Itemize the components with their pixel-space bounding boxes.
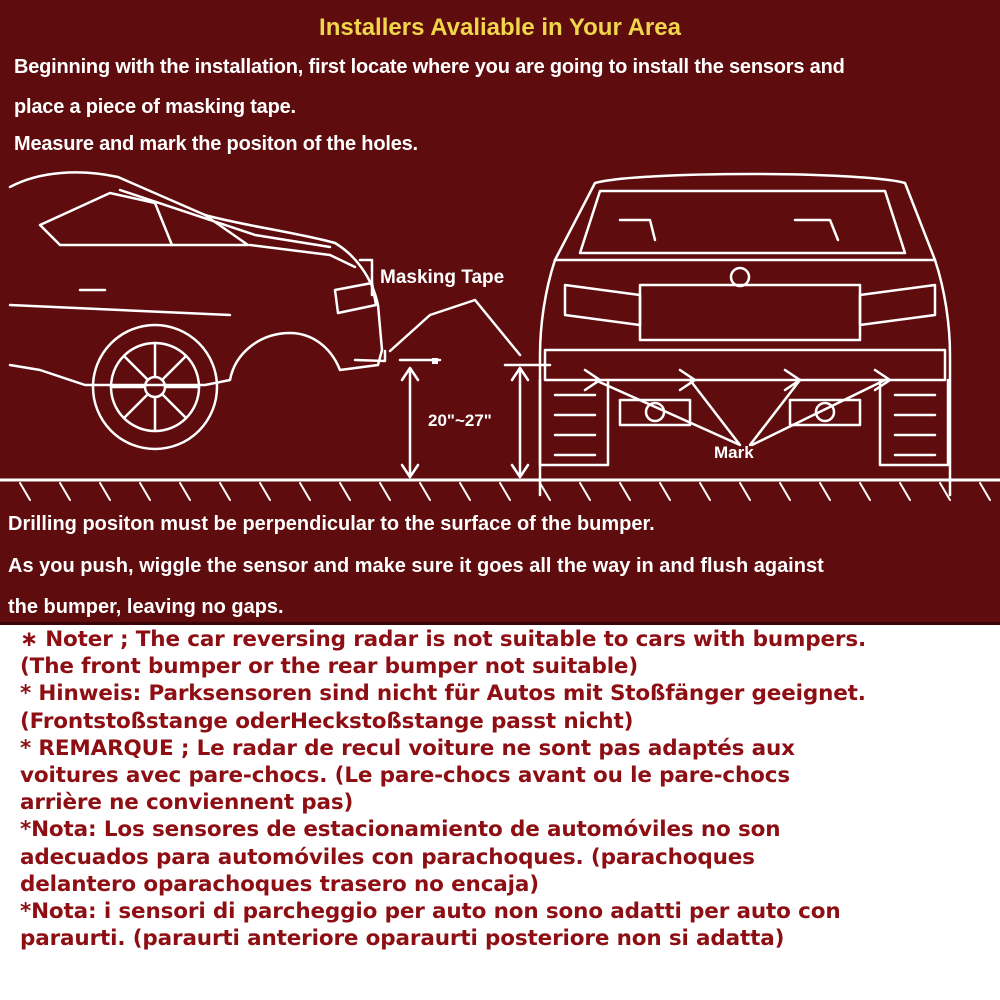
drilling-instruction: Drilling positon must be perpendicular to the surface of the bumper.	[8, 513, 655, 535]
note-line: arrière ne conviennent pas)	[20, 790, 354, 816]
note-line: *Nota: Los sensores de estacionamiento de automóviles no son	[20, 817, 781, 843]
height-range-label: 20"~27"	[428, 411, 492, 430]
sensor-mark	[432, 358, 438, 364]
note-line: (Frontstoßstange oderHeckstoßstange passt nicht)	[20, 708, 634, 734]
panel-title: Installers Avaliable in Your Area	[319, 14, 681, 41]
height-arrow-right	[505, 365, 550, 477]
note-line: voitures avec pare-chocs. (Le pare-chocs avant ou le pare-chocs	[20, 763, 791, 789]
note-line: delantero oparachoques trasero no encaja)	[20, 871, 539, 897]
side-view-car	[10, 172, 385, 449]
note-line: adecuados para automóviles con parachoques. (parachoques	[20, 844, 755, 870]
push-instruction: As you push, wiggle the sensor and make sure it goes all the way in and flush against	[8, 555, 824, 577]
compatibility-notes	[20, 626, 995, 952]
push-instruction-continued: the bumper, leaving no gaps.	[8, 596, 284, 618]
installation-diagram	[0, 165, 1000, 510]
intro-line: Beginning with the installation, first locate where you are going to install the sensors and	[14, 56, 845, 78]
masking-tape-label: Masking Tape	[380, 267, 505, 288]
intro-line: Measure and mark the positon of the holes.	[14, 133, 418, 155]
intro-line: place a piece of masking tape.	[14, 96, 296, 118]
mark-label: Mark	[714, 443, 754, 462]
ground-hatching	[20, 483, 990, 500]
note-line: paraurti. (paraurti anteriore oparaurti posteriore non si adatta)	[20, 926, 785, 952]
note-line: * Hinweis: Parksensoren sind nicht für Autos mit Stoßfänger geeignet.	[20, 681, 866, 707]
note-line: *Nota: i sensori di parcheggio per auto non sono adatti per auto con	[20, 899, 841, 925]
note-line: * REMARQUE ; Le radar de recul voiture ne sont pas adaptés aux	[20, 735, 795, 761]
note-line: (The front bumper or the rear bumper not suitable)	[20, 654, 639, 680]
car-bumper-illustration	[0, 165, 1000, 510]
note-line: ∗ Noter ; The car reversing radar is not suitable to cars with bumpers.	[20, 627, 867, 652]
